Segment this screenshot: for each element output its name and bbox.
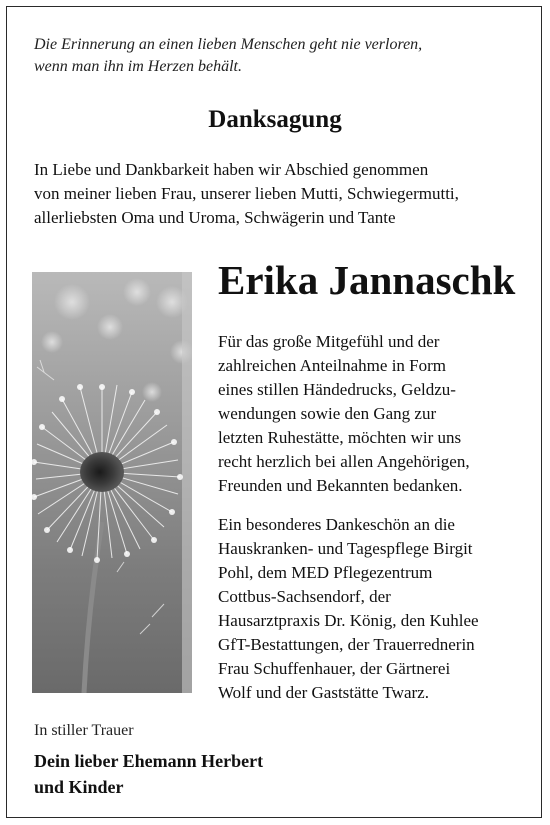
- special-thanks-line: Wolf und der Gaststätte Twarz.: [218, 683, 429, 702]
- signer-line: Dein lieber Ehemann Herbert: [34, 751, 264, 771]
- dandelion-icon: [32, 272, 192, 693]
- thanks-paragraph: [218, 330, 528, 498]
- special-thanks-line: Frau Schuffenhauer, der Gärtnerei: [218, 659, 451, 678]
- special-thanks-line: Hausarztpraxis Dr. König, den Kuhlee: [218, 611, 479, 630]
- thanks-line: wendungen sowie den Gang zur: [218, 404, 437, 423]
- special-thanks-line: Pohl, dem MED Pflegezentrum: [218, 563, 433, 582]
- special-thanks-line: GfT-Bestattungen, der Trauerrednerin: [218, 635, 475, 654]
- memorial-quote: [34, 34, 514, 78]
- signer-line: und Kinder: [34, 777, 124, 797]
- thanks-line: recht herzlich bei allen Angehörigen,: [218, 452, 470, 471]
- quote-line: wenn man ihn im Herzen behält.: [34, 58, 242, 75]
- closing-phrase: In stiller Trauer: [34, 722, 134, 739]
- thanks-line: letzten Ruhestätte, möchten wir uns: [218, 428, 462, 447]
- special-thanks-line: Hauskranken- und Tagespflege Birgit: [218, 539, 473, 558]
- deceased-name: Erika Jannaschk: [218, 257, 516, 303]
- intro-line: von meiner lieben Frau, unserer lieben Mutti, Schwiegermutti,: [34, 184, 459, 203]
- thanks-line: eines stillen Händedrucks, Geldzu-: [218, 380, 456, 399]
- notice-heading: Danksagung: [208, 106, 342, 133]
- signers: [34, 748, 263, 800]
- thanks-line: Freunden und Bekannten bedanken.: [218, 476, 463, 495]
- intro-line: allerliebsten Oma und Uroma, Schwägerin und Tante: [34, 208, 396, 227]
- dandelion-photo: [32, 272, 192, 693]
- thanks-line: Für das große Mitgefühl und der: [218, 332, 440, 351]
- thanks-line: zahlreichen Anteilnahme in Form: [218, 356, 447, 375]
- intro-line: In Liebe und Dankbarkeit haben wir Abschied genommen: [34, 160, 429, 179]
- intro-text: [34, 158, 524, 230]
- quote-line: Die Erinnerung an einen lieben Menschen geht nie verloren,: [34, 36, 423, 53]
- special-thanks-line: Ein besonderes Dankeschön an die: [218, 515, 455, 534]
- special-thanks-paragraph: [218, 513, 528, 705]
- special-thanks-line: Cottbus-Sachsendorf, der: [218, 587, 391, 606]
